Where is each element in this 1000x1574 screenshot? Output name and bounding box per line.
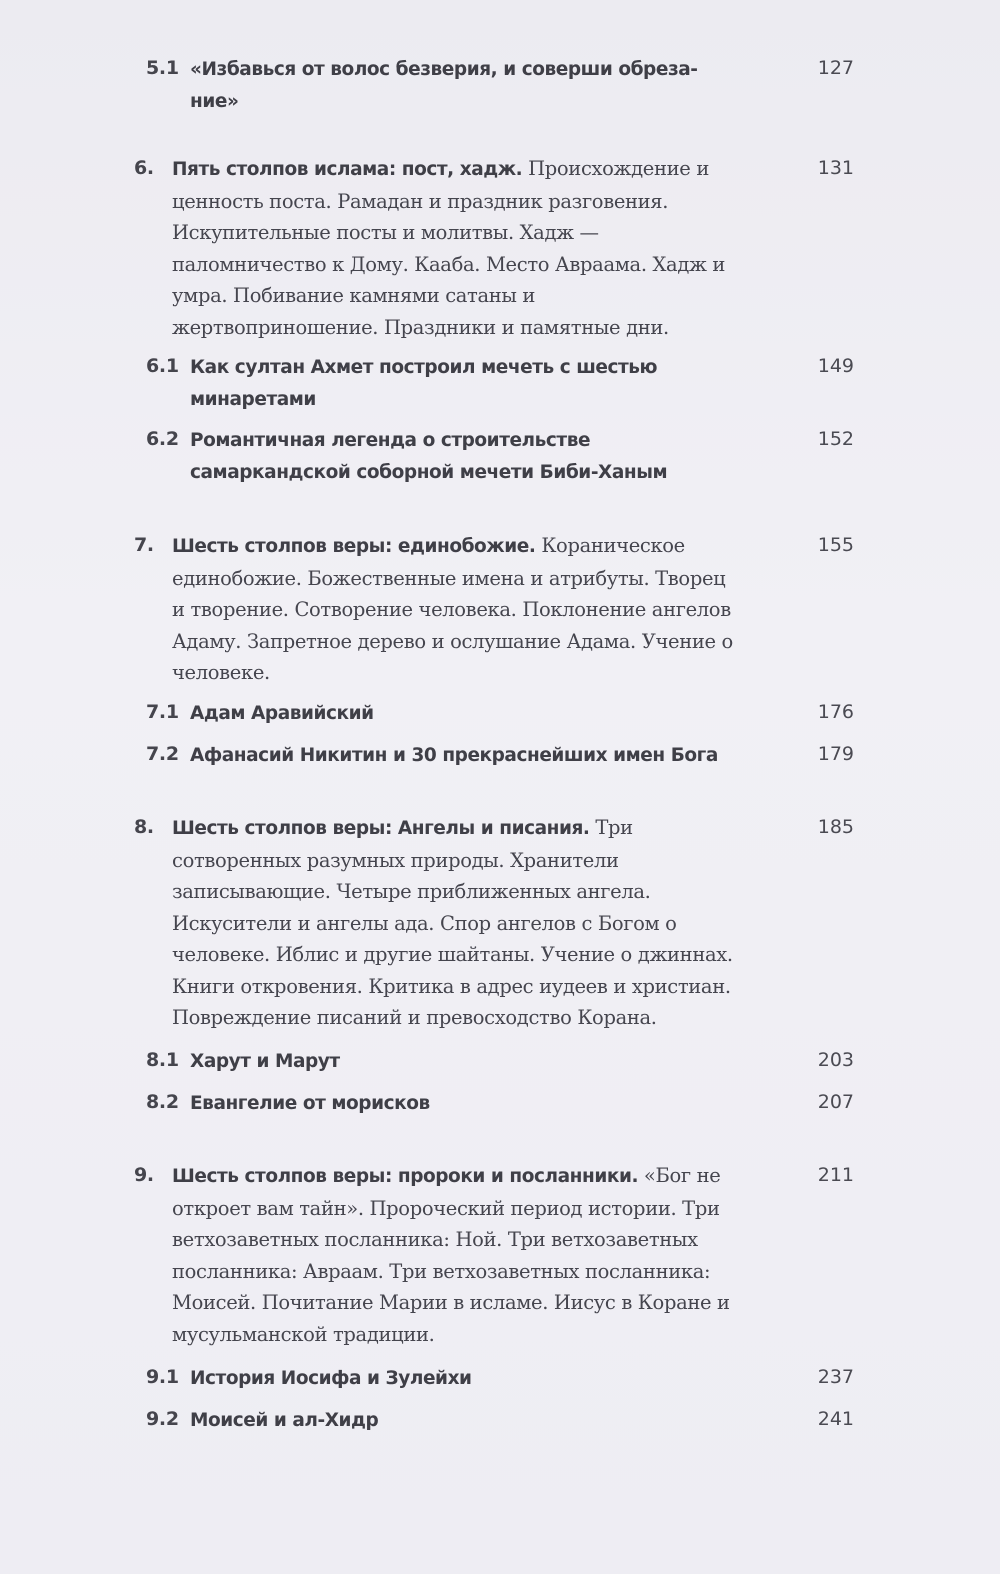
entry-title: Моисей и ал-Хидр — [190, 1410, 379, 1431]
entry-number: 7. — [134, 534, 154, 556]
entry-title: Харут и Марут — [190, 1051, 340, 1072]
entry-title: Шесть столпов веры: Ангелы и писания. — [172, 818, 590, 839]
entry-number: 8. — [134, 816, 154, 838]
entry-page: 179 — [817, 743, 854, 765]
entry-text — [172, 812, 737, 1034]
entry-text — [190, 1087, 740, 1119]
entry-text — [190, 697, 740, 729]
entry-page: 149 — [817, 355, 854, 377]
entry-page: 237 — [817, 1366, 854, 1388]
entry-description: «Бог не откроет вам тайн». Пророческий период истории. Три ветхозаветных посланника: Ной. Три ветхозаветных посланника: Авраам. Три ветхозаветных посланника: Моисей. Почитание Марии в исламе. Иисус в Коране и мусульманской традиции. — [172, 1164, 730, 1346]
entry-page: 211 — [817, 1164, 854, 1186]
entry-number: 6.2 — [146, 428, 179, 450]
entry-page: 155 — [817, 534, 854, 556]
entry-title: Шесть столпов веры: пророки и посланники. — [172, 1166, 639, 1187]
entry-text — [190, 424, 740, 488]
entry-title: Шесть столпов веры: единобожие. — [172, 536, 536, 557]
entry-number: 8.1 — [146, 1049, 179, 1071]
entry-title: Пять столпов ислама: пост, хадж. — [172, 159, 523, 180]
entry-number: 5.1 — [146, 57, 179, 79]
entry-description: Три сотворенных разумных природы. Хранители записывающие. Четыре приближенных ангела. Искусители и ангелы ада. Спор ангелов с Богом о человеке. Иблис и другие шайтаны. Учение о джиннах. Книги откровения. Критика в адрес иудеев и христиан. Повреждение писаний и превосходство Корана. — [172, 816, 733, 1029]
entry-number: 9.2 — [146, 1408, 179, 1430]
entry-page: 176 — [817, 701, 854, 723]
entry-page: 127 — [817, 57, 854, 79]
entry-description: Происхождение и ценность поста. Рамадан и праздник разговения. Искупительные посты и молитвы. Хадж — паломничество к Дому. Кааба. Место Авраама. Хадж и умра. Побивание камнями сатаны и жертвоприношение. Праздники и памятные дни. — [172, 157, 726, 339]
entry-text — [190, 1362, 740, 1394]
entry-page: 152 — [817, 428, 854, 450]
entry-number: 8.2 — [146, 1091, 179, 1113]
entry-page: 207 — [817, 1091, 854, 1113]
entry-number: 7.2 — [146, 743, 179, 765]
entry-number: 7.1 — [146, 701, 179, 723]
entry-text — [190, 53, 740, 117]
entry-text — [172, 530, 737, 689]
entry-title: Афанасий Никитин и 30 прекраснейших имен Бога — [190, 745, 718, 766]
entry-number: 6.1 — [146, 355, 179, 377]
entry-description: Кораническое единобожие. Божественные имена и атрибуты. Творец и творение. Сотворение человека. Поклонение ангелов Адаму. Запретное дерево и ослушание Адама. Учение о человеке. — [172, 534, 733, 684]
entry-title: Как султан Ахмет построил мечеть с шестью минаретами — [190, 357, 658, 410]
entry-title: Адам Аравийский — [190, 703, 374, 724]
entry-title: Романтичная легенда о строительстве самаркандской соборной мечети Биби-Ханым — [190, 430, 668, 483]
entry-page: 185 — [817, 816, 854, 838]
entry-text — [172, 153, 737, 343]
entry-number: 9. — [134, 1164, 154, 1186]
entry-page: 203 — [817, 1049, 854, 1071]
entry-text — [172, 1160, 737, 1350]
entry-number: 6. — [134, 157, 154, 179]
entry-text — [190, 1045, 740, 1077]
entry-text — [190, 1404, 740, 1436]
entry-page: 131 — [817, 157, 854, 179]
entry-page: 241 — [817, 1408, 854, 1430]
entry-text — [190, 351, 740, 415]
entry-title: «Избавься от волос безверия, и соверши обреза-ние» — [190, 59, 698, 112]
entry-title: Евангелие от морисков — [190, 1093, 430, 1114]
entry-text — [190, 739, 740, 771]
entry-number: 9.1 — [146, 1366, 179, 1388]
entry-title: История Иосифа и Зулейхи — [190, 1368, 472, 1389]
